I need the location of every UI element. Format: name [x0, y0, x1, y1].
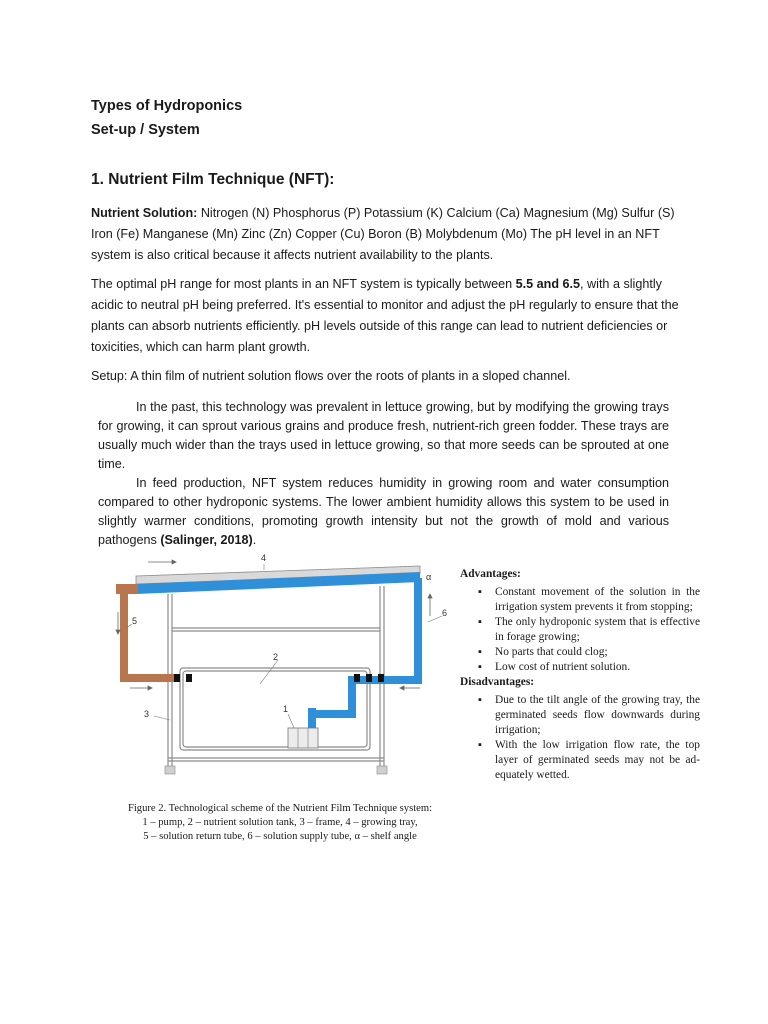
advantage-item: ▪ Constant movement of the solution in the irrigation system prevents it from stopping; [460, 585, 700, 615]
ph-text-before: The optimal pH range for most plants in an NFT system is typically between [91, 277, 516, 291]
return-tube-cap [116, 584, 138, 594]
disadvantage-item: ▪ Due to the tilt angle of the growing tray, the germinated seeds flow downwards during irrigation; [460, 693, 700, 738]
feed-citation: (Salinger, 2018) [160, 533, 253, 547]
title-line-2: Set-up / System [91, 122, 200, 138]
nft-scheme-diagram [108, 550, 452, 778]
ph-text-after: , with a slightly acidic to neutral pH being preferred. It's essential to monitor and adjust the pH regularly to ensure that the plants can absorb nutrients efficiently. pH levels outside of this range can lead to nutrient deficiencies or toxicities, which can harm plant growth. [91, 277, 679, 354]
advantage-item: ▪ The only hydroponic system that is effective in forage growing; [460, 615, 700, 645]
figure-label-4: 4 [261, 553, 267, 563]
feed-text: In feed production, NFT system reduces humidity in growing room and water consumption compared to other hydroponic systems. The lower ambient humidity allows this system to be used in slightly warmer conditions, promoting growth intensity but not the growth of mold and various pathogens [98, 476, 669, 547]
advantages-list [460, 585, 700, 675]
feed-paragraph [98, 474, 669, 550]
disadvantages-list [460, 693, 700, 783]
figure-label-2: 2 [273, 652, 279, 662]
figure-caption [100, 802, 460, 844]
ph-range: 5.5 and 6.5 [515, 277, 581, 291]
advantage-item: ▪ No parts that could clog; [460, 645, 700, 660]
pros-cons [460, 567, 700, 783]
advantage-item: ▪ Low cost of nutrient solution. [460, 660, 700, 675]
caption-line-3: 5 – solution return tube, 6 – solution supply tube, α – shelf angle [143, 831, 417, 842]
nutrient-paragraph [91, 203, 679, 266]
title-line-1: Types of Hydroponics [91, 98, 243, 114]
figure-label-1: 1 [283, 704, 289, 714]
past-paragraph: In the past, this technology was prevalent in lettuce growing, but by modifying the growing trays for growing, it can sprout various grains and produce fresh, nutrient-rich green fodder. These trays are usually much wider than the trays used in lettuce growing, so that more seeds can be sprouted at one time. [98, 400, 669, 471]
ph-paragraph [91, 274, 679, 358]
figure-label-3: 3 [144, 709, 150, 719]
caption-line-1: Figure 2. Technological scheme of the Nutrient Film Technique system: [127, 803, 433, 814]
section-heading: 1. Nutrient Film Technique (NFT): [91, 171, 335, 188]
disadvantage-item: ▪ With the low irrigation flow rate, the top layer of germinated seeds may not be ad- equately wetted. [460, 738, 700, 783]
disadvantages-heading: Disadvantages: [460, 676, 535, 688]
figure-label-alpha: α [426, 572, 432, 582]
figure-label-5: 5 [132, 616, 138, 626]
setup-paragraph: Setup: A thin film of nutrient solution flows over the roots of plants in a sloped channel. [91, 369, 571, 383]
advantages-heading: Advantages: [460, 568, 521, 580]
pump [288, 728, 318, 748]
nutrient-text: Nitrogen (N) Phosphorus (P) Potassium (K) Calcium (Ca) Magnesium (Mg) Sulfur (S) Iron (Fe) Manganese (Mn) Zinc (Zn) Copper (Cu) Boron (B) Molybdenum (Mo) The pH level in an NFT system is also critical because it affects nutrient availability to the plants. [91, 206, 675, 262]
document-title [91, 94, 242, 142]
caption-line-2: 1 – pump, 2 – nutrient solution tank, 3 – frame, 4 – growing tray, [142, 817, 418, 828]
nutrient-label: Nutrient Solution: [91, 206, 198, 220]
figure-label-6: 6 [442, 608, 448, 618]
feed-end: . [252, 533, 257, 547]
